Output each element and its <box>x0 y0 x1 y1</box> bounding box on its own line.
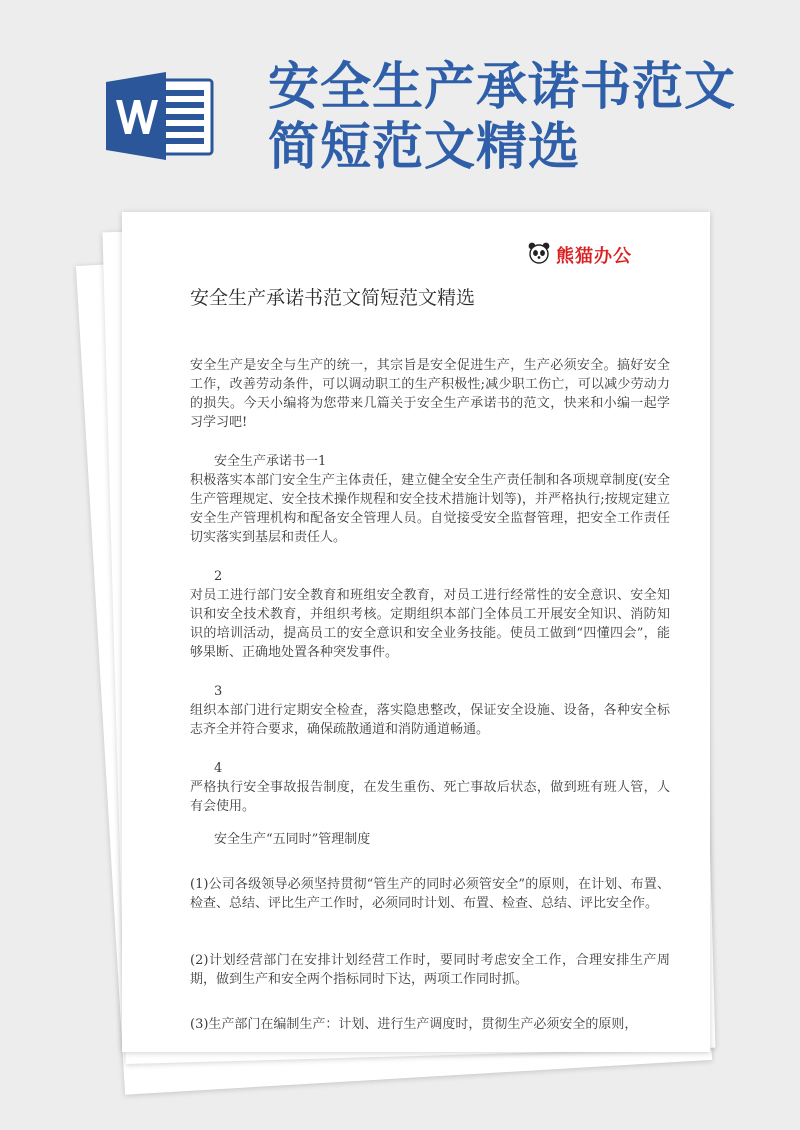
section-heading-2: 2 <box>214 569 223 584</box>
intro-paragraph: 安全生产是安全与生产的统一，其宗旨是安全促进生产，生产必须安全。搞好安全工作，改善劳动条件，可以调动职工的生产积极性;减少职工伤亡，可以减少劳动力的损失。今天小编将为您带来几篇关于安全生产承诺书的范文，快来和小编一起学习学习吧! <box>190 358 670 430</box>
section-heading-4: 4 <box>214 761 223 776</box>
section-heading-5: 安全生产“五同时”管理制度 <box>214 832 371 847</box>
section-body-4: 严格执行安全事故报告制度，在发生重伤、死亡事故后状态，做到班有班人管，人有会使用。 <box>190 780 670 814</box>
document-title: 安全生产承诺书范文简短范文精选 <box>190 287 476 309</box>
panda-logo-icon <box>528 242 550 268</box>
section-heading-1: 安全生产承诺书一1 <box>214 454 327 469</box>
document-content <box>190 272 670 1034</box>
list-item-1: (1)公司各级领导必须坚持贯彻“管生产的同时必须管安全”的原则，在计划、布置、检查、总结、评比生产工作时，必须同时计划、布置、检查、总结、评比安全作。 <box>190 877 670 911</box>
section-body-3: 组织本部门进行定期安全检查，落实隐患整改，保证安全设施、设备，各种安全标志齐全并符合要求，确保疏散通道和消防通道畅通。 <box>190 703 670 737</box>
word-document-icon <box>106 72 218 160</box>
section-body-1: 积极落实本部门安全生产主体责任，建立健全安全生产责任制和各项规章制度(安全生产管理规定、安全技术操作规程和安全技术措施计划等)，并严格执行;按规定建立安全生产管理机构和配备安全管理人员。自觉接受安全监督管理，把安全工作责任切实落实到基层和责任人。 <box>190 473 670 545</box>
section-body-2: 对员工进行部门安全教育和班组安全教育，对员工进行经常性的安全意识、安全知识和安全技术教育，并组织考核。定期组织本部门全体员工开展安全知识、消防知识的培训活动，提高员工的安全意识和安全业务技能。使员工做到“四懂四会”，能够果断、正确地处置各种突发事件。 <box>190 588 670 660</box>
page-title: 安全生产承诺书范文简短范文精选 <box>268 58 737 177</box>
section-heading-3: 3 <box>214 684 223 699</box>
document-page <box>122 212 710 1052</box>
logo-text: 熊猫办公 <box>556 246 632 267</box>
list-item-3: (3)生产部门在编制生产：计划、进行生产调度时，贯彻生产必须安全的原则， <box>190 1017 638 1032</box>
list-item-2: (2)计划经营部门在安排计划经营工作时，要同时考虑安全工作，合理安排生产周期，做到生产和安全两个指标同时下达，两项工作同时抓。 <box>190 953 670 987</box>
brand-logo <box>528 242 632 268</box>
